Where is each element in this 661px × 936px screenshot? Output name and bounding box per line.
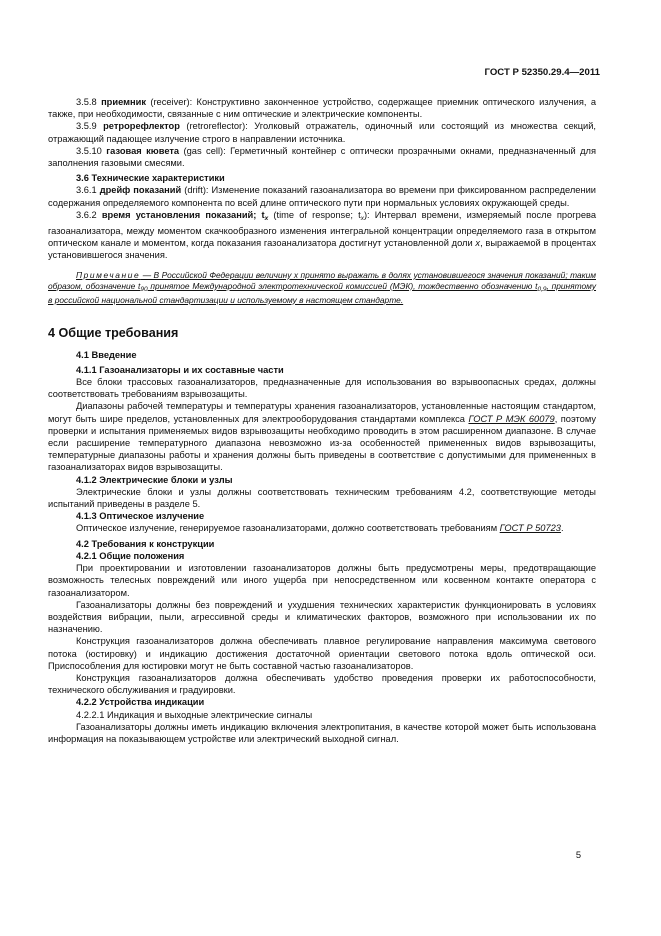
section-4-1-3-heading: 4.1.3 Оптическое излучение (76, 511, 205, 522)
section-4-2-1-heading: 4.2.1 Общие положения (76, 550, 185, 561)
paragraph: Все блоки трассовых газоанализаторов, предназначенные для использования во взрывоопасных средах, должны соответствовать требованиям взрывозащиты. (48, 377, 596, 400)
paragraph: Конструкция газоанализаторов должна обеспечивать плавное регулирование направления максимума светового потока (юстировку) и индикацию достижения достаточной ориентации светового потока вдоль оптической оси. Приспособления для юстировки могут не быть составной частью газоанализаторов. (48, 636, 596, 671)
standard-link[interactable]: ГОСТ Р 50723 (499, 523, 561, 534)
term-3-5-9: 3.5.9 ретрорефлектор (retroreflector): Уголковый отражатель, одиночный или состоящий из множества секций, отражающий падающее излучение строго в направлении источника. (48, 121, 596, 144)
section-4-1-2-heading: 4.1.2 Электрические блоки и узлы (76, 474, 233, 485)
note: Примечание — В Российской Федерации величину x принято выражать в долях установившегося значения показаний; таким образом, обозначение $t_{90}$ принятое Международной электротехнической комиссией (МЭК), тождественно обозначению $t_{0,9}$, принятому в российской национальной стандартизации и используемому в настоящем стандарте. (48, 269, 597, 305)
paragraph: При проектировании и изготовлении газоанализаторов должны быть предусмотрены меры, предотвращающие возможность телесных повреждений или иного ущерба при непосредственном или косвенном контакте оператора с газоанализатором. (48, 563, 596, 598)
paragraph: Электрические блоки и узлы должны соответствовать техническим требованиям 4.2, соответствующие методы испытаний приведены в разделе 5. (48, 486, 596, 510)
section-4-heading: 4 Общие требования (48, 325, 179, 340)
section-4-1-heading: 4.1 Введение (76, 349, 137, 360)
standard-link[interactable]: ГОСТ Р МЭК 60079 (468, 413, 555, 424)
term-3-6-1: 3.6.1 дрейф показаний (drift): Изменение показаний газоанализатора во времени при фиксированном распределении содержания определяемого компонента по всей длине оптического пути при нормальных условиях окружающей среды. (48, 185, 596, 208)
term: ретрорефлектор (103, 121, 180, 132)
section-4-2-2-1-heading: 4.2.2.1 Индикация и выходные электрические сигналы (76, 709, 313, 720)
term: приемник (101, 97, 146, 107)
term-3-5-8: 3.5.8 приемник (receiver): Конструктивно законченное устройство, содержащее приемник оптического излучения, а также, при необходимости, связанные с ним оптические и электрические компоненты. (48, 97, 596, 120)
paragraph: Диапазоны рабочей температуры и температуры хранения газоанализаторов, установленные настоящим стандартом, могут быть шире пределов, установленных для электрооборудования стандартами комплекса ГОСТ Р МЭК 60079, поэтому проверки и испытания применяемых видов взрывозащиты необходимо проводить в этом расширенном диапазоне. В случае если расширение температурного диапазона невозможно из-за особенностей примененных видов взрывозащиты, температурные диапазоны работы и хранения должны быть приведены в соответствие с допустимыми для примененных в газоанализаторах видов взрывозащиты. (48, 401, 596, 473)
term-3-6-2: 3.6.2 время установления показаний; $t_x$ (time of response; $t_x$): Интервал времени, измеряемый после прогрева газоанализатора, между моментом скачкообразного изменения интегральной концентрации определяемого газа в открытом оптическом канале и моментом, когда показания газоанализатора достигнут установленной доли x, выражаемой в процентах установившегося значения. (48, 209, 597, 261)
section-4-2-heading: 4.2 Требования к конструкции (76, 538, 215, 549)
paragraph: Конструкция газоанализаторов должна обеспечивать удобство проведения проверки их работоспособности, технического обслуживания и градуировки. (48, 672, 596, 696)
term-3-5-10: 3.5.10 газовая кювета (gas cell): Герметичный контейнер с оптически прозрачными окнами, предназначенный для заполнения газовыми смесями. (48, 145, 596, 169)
page-body (48, 96, 596, 745)
section-4-1-1-heading: 4.1.1 Газоанализаторы и их составные части (76, 364, 284, 375)
term: дрейф показаний (99, 185, 182, 196)
term: время установления показаний; $t_x$ (101, 209, 269, 222)
section-4-2-2-heading: 4.2.2 Устройства индикации (76, 697, 205, 708)
term: газовая кювета (106, 145, 180, 156)
page-number: 5 (575, 850, 581, 860)
running-header: ГОСТ Р 52350.29.4—2011 (484, 67, 600, 78)
paragraph: Оптическое излучение, генерируемое газоанализаторами, должно соответствовать требованиям ГОСТ Р 50723. (76, 523, 564, 534)
paragraph: Газоанализаторы должны иметь индикацию включения электропитания, в качестве которой может быть использована информация на показывающем устройстве или электрический выходной сигнал. (48, 721, 596, 744)
section-3-6-heading: 3.6 Технические характеристики (76, 173, 225, 184)
paragraph: Газоанализаторы должны без повреждений и ухудшения технических характеристик функционировать в условиях воздействия вибрации, пыли, агрессивной среды и климатических факторов, возможного при использовании их по назначению. (48, 599, 596, 635)
